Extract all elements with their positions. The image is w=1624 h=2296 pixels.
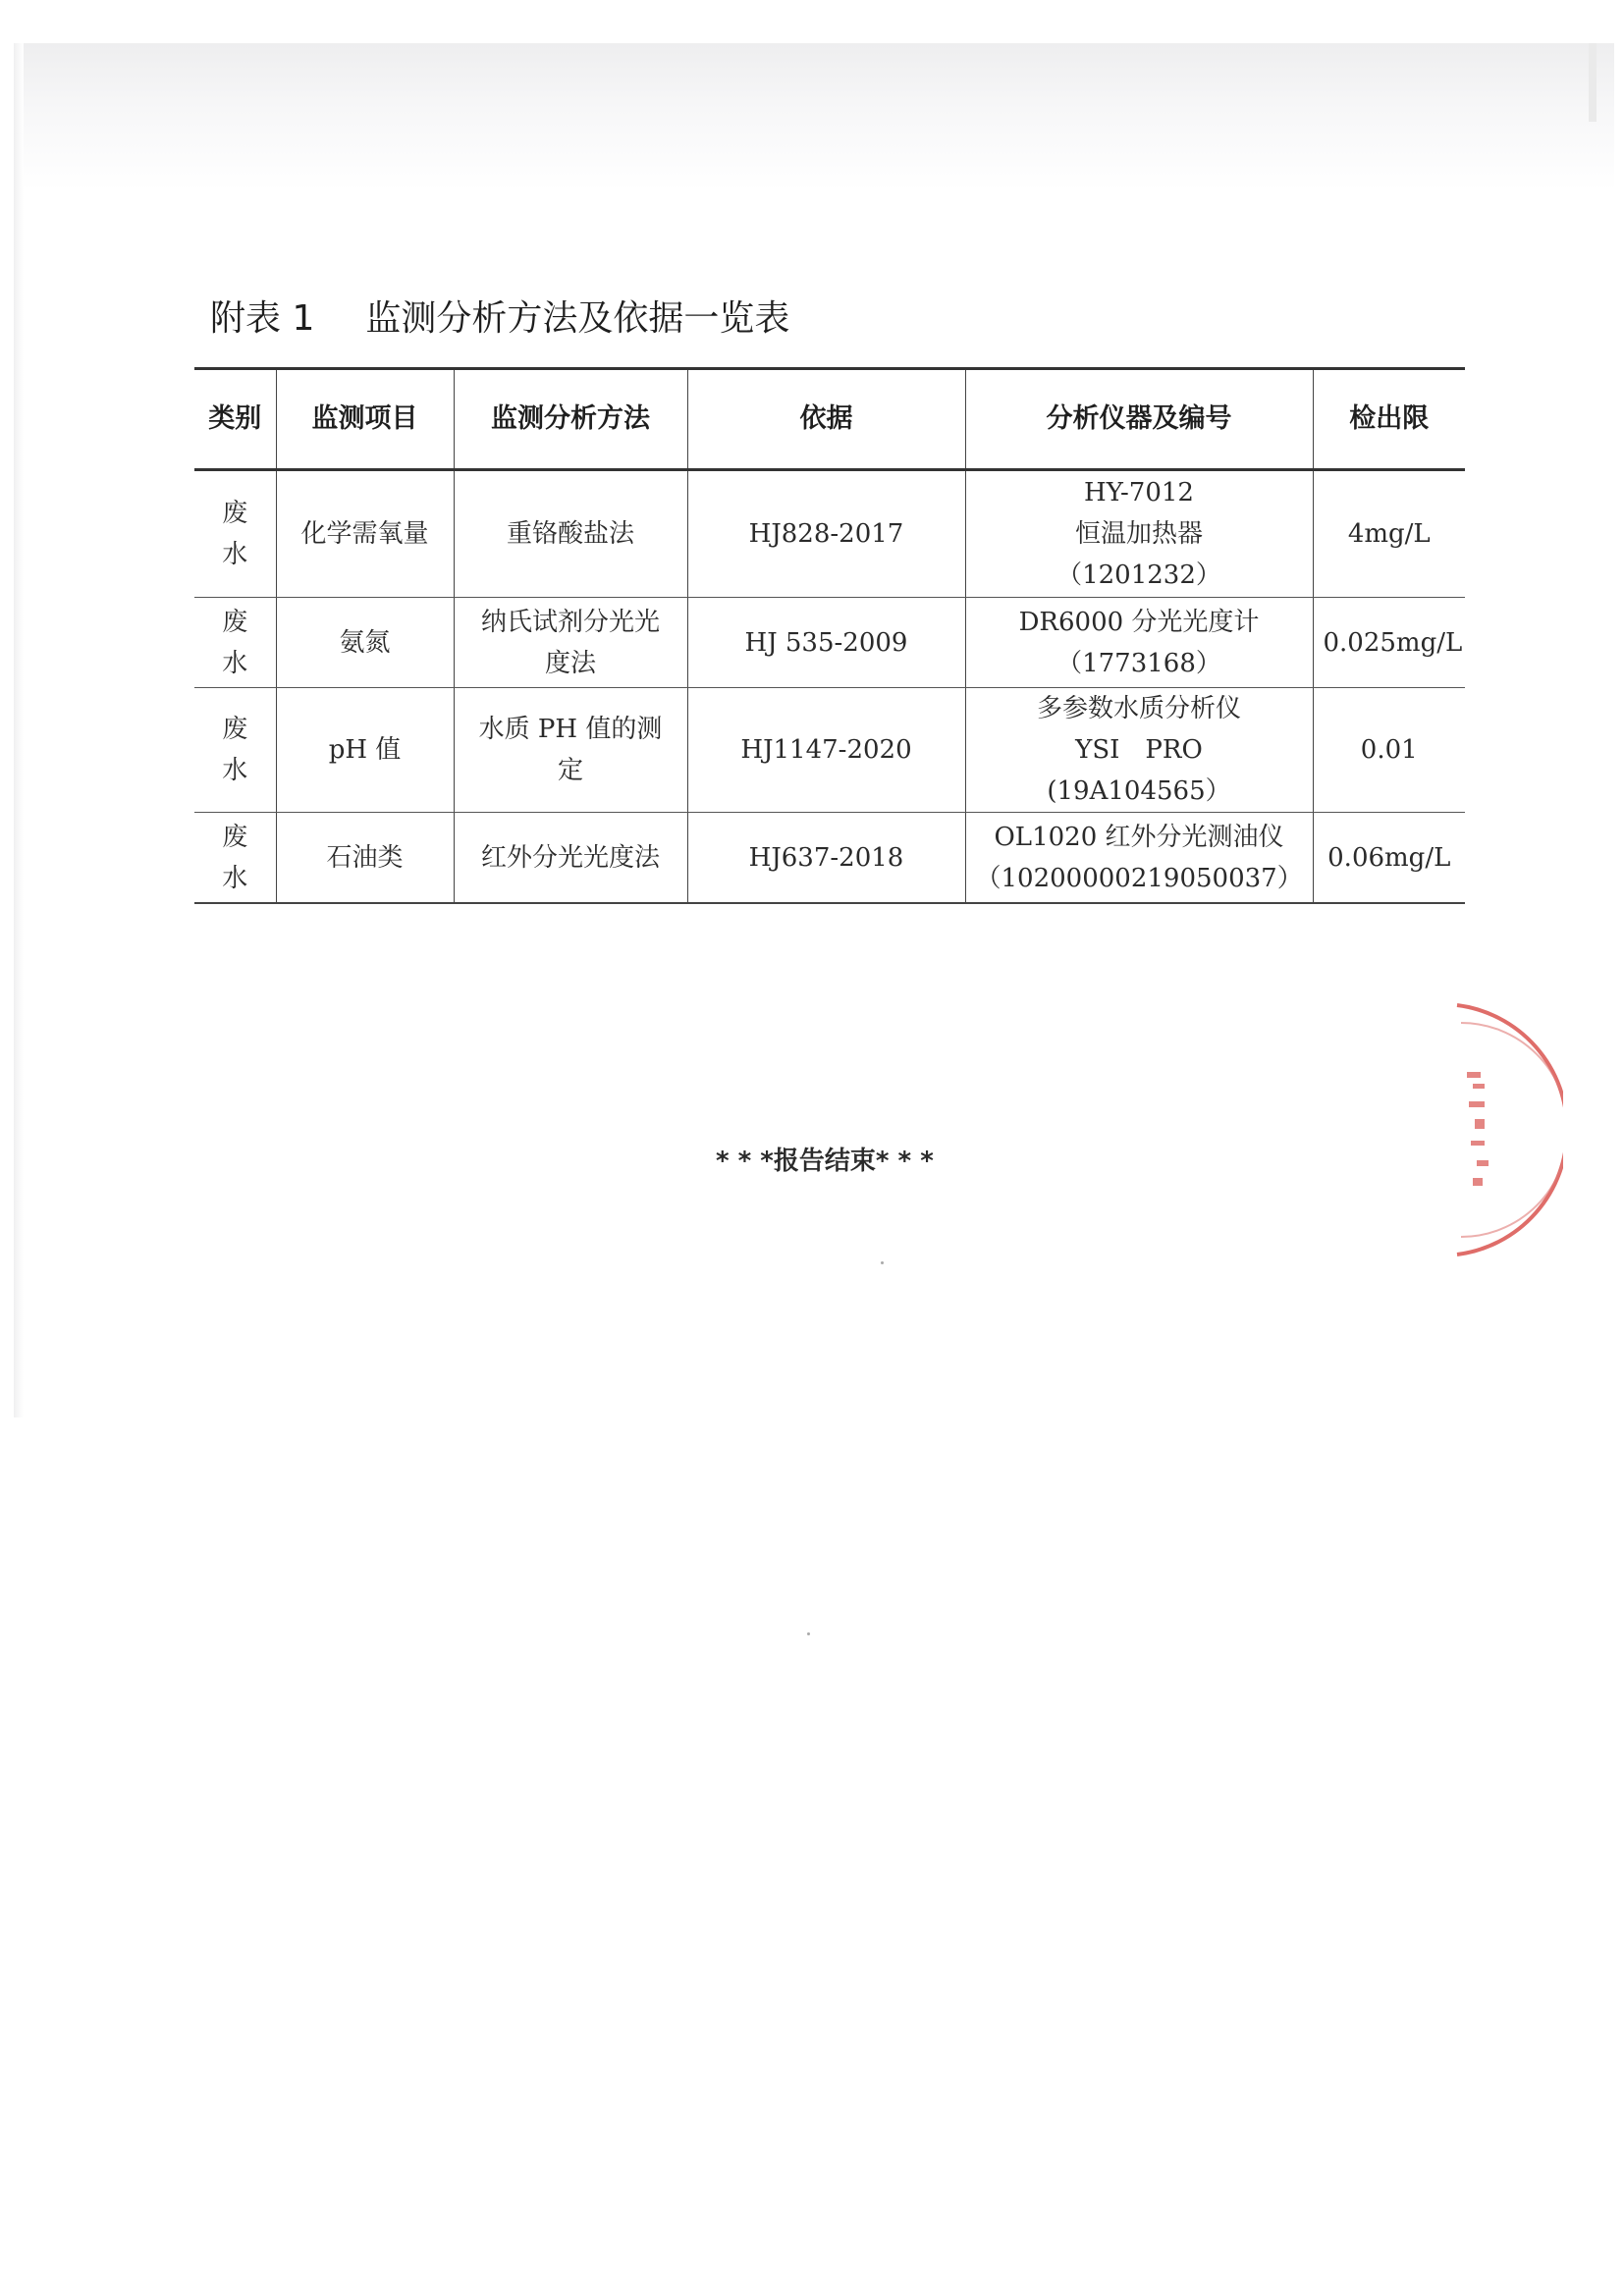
cell-line: 水质 PH 值的测 (478, 715, 663, 744)
cell-line: HY-7012 (1084, 478, 1194, 507)
cell-method (454, 470, 687, 598)
cell-item: 氨氮 (276, 598, 454, 688)
cell-line: 水 (222, 540, 248, 569)
cell-basis: HJ828-2017 (687, 470, 965, 598)
report-end-marker: * * *报告结束* * * (716, 1147, 934, 1176)
cell-line: （1201232） (1056, 561, 1221, 590)
cell-line: 纳氏试剂分光光 (480, 607, 660, 637)
cell-line: OL1020 红外分光测油仪 (994, 822, 1284, 852)
cell-line: YSI PRO (1075, 735, 1203, 765)
cell-line: 水 (222, 648, 248, 678)
cell-limit: 4mg/L (1313, 470, 1465, 598)
cell-instrument (965, 470, 1313, 598)
table-row (194, 688, 1465, 813)
table-row (194, 598, 1465, 688)
header-method: 监测分析方法 (454, 369, 687, 470)
cell-category (194, 470, 276, 598)
cell-instrument (965, 813, 1313, 904)
table-row (194, 470, 1465, 598)
header-category: 类别 (194, 369, 276, 470)
header-instrument: 分析仪器及编号 (965, 369, 1313, 470)
header-limit: 检出限 (1313, 369, 1465, 470)
cell-limit: 0.025mg/L (1313, 598, 1465, 688)
methods-table (194, 367, 1465, 904)
cell-line: 水 (222, 756, 248, 785)
cell-line: 废 (222, 822, 248, 852)
scan-shadow-right (1589, 43, 1597, 122)
cell-line: （1773168） (1056, 648, 1221, 678)
cell-line: 水 (222, 863, 248, 893)
cell-category (194, 813, 276, 904)
cell-basis: HJ 535-2009 (687, 598, 965, 688)
cell-line: 恒温加热器 (1074, 519, 1203, 549)
scan-speck (881, 1261, 884, 1264)
scan-speck (807, 1632, 810, 1635)
header-item: 监测项目 (276, 369, 454, 470)
header-basis: 依据 (687, 369, 965, 470)
cell-method (454, 813, 687, 904)
cell-basis: HJ1147-2020 (687, 688, 965, 813)
cell-method (454, 688, 687, 813)
cell-line: 重铬酸盐法 (506, 519, 634, 549)
cell-item: 化学需氧量 (276, 470, 454, 598)
cell-category (194, 598, 276, 688)
cell-line: DR6000 分光光度计 (1018, 607, 1260, 637)
table-row (194, 813, 1465, 904)
cell-line: 定 (557, 756, 583, 785)
cell-limit: 0.06mg/L (1313, 813, 1465, 904)
cell-line: 多参数水质分析仪 (1036, 694, 1241, 723)
cell-line: 废 (222, 499, 248, 528)
cell-instrument (965, 688, 1313, 813)
cell-limit: 0.01 (1313, 688, 1465, 813)
title-text: 监测分析方法及依据一览表 (365, 298, 790, 339)
cell-line: 废 (222, 607, 248, 637)
cell-item: pH 值 (276, 688, 454, 813)
cell-basis: HJ637-2018 (687, 813, 965, 904)
title-number: 附表 1 (210, 298, 315, 339)
cell-line: （10200000219050037） (975, 863, 1303, 893)
cell-item: 石油类 (276, 813, 454, 904)
cell-line: 废 (222, 715, 248, 744)
cell-instrument (965, 598, 1313, 688)
cell-line: (19A104565） (1047, 776, 1231, 806)
document-title (210, 291, 789, 341)
scan-shadow-top (14, 43, 1614, 190)
scan-shadow-left (14, 43, 24, 1417)
red-seal-stamp (1455, 1003, 1563, 1258)
cell-line: 红外分光光度法 (480, 842, 660, 873)
table-header-row (194, 369, 1465, 470)
cell-category (194, 688, 276, 813)
cell-method (454, 598, 687, 688)
cell-line: 度法 (544, 648, 596, 678)
